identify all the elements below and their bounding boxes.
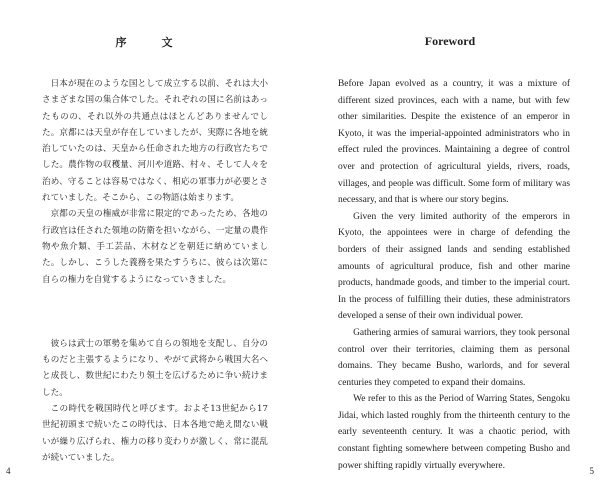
paragraph: Gathering armies of samurai warriors, they took personal control over their territories, claiming them as personal domains. They became Busho, warlords, and for several centuries they competed to expand their domains. [338, 327, 570, 388]
japanese-body [42, 76, 268, 466]
english-body [338, 76, 570, 474]
right-page [300, 0, 600, 499]
paragraph: 日本が現在のような国として成立する以前、それは大小さまざまな国の集合体でした。それぞれの国に名前はあったものの、それ以外の共通点はほとんどありませんでした。京都には天皇が存在していましたが、実際に各地を統治していたのは、天皇から任命された地方の行政官たちでした。農作物の収穫量、河川や道路、村々、そして人々を治め、守ることは容易ではなく、相応の軍事力が必要とされていました。そこから、この物語は始まります。 [42, 79, 268, 204]
page-title-english: Foreword [424, 34, 476, 48]
paragraph: Given the very limited authority of the emperors in Kyoto, the appointees were in charge of defending the borders of their assigned lands and sending established amounts of agricultural produce, fish and other marine products, handmade goods, and timber to the imperial court. In the process of fulfilling their duties, these administrators developed a sense of their own individual power. [338, 211, 570, 322]
page-number-right: 5 [589, 466, 594, 476]
page-number-left: 4 [6, 466, 11, 476]
paragraph: 京都の天皇の権威が非常に限定的であったため、各地の行政官は任された領地の防衛を担いながら、一定量の農作物や魚介類、手工芸品、木材などを朝廷に納めていました。しかし、こうした義務を果たすうちに、彼らは次第に自らの権力を自覚するようになっていきました。 [42, 209, 268, 285]
page-title-japanese: 序 文 [115, 36, 185, 49]
paragraph-spacer [42, 288, 268, 336]
paragraph: Before Japan evolved as a country, it was a mixture of different sized provinces, each with a name, but with few other similarities. Despite the existence of an emperor in Kyoto, it was the imperial-appointed administrators who in effect ruled the provinces. Maintaining a degree of control over and protection of agricultural yields, rivers, roads, villages, and people was difficult. Some form of military was necessary, and that is where our story begins. [338, 79, 570, 206]
paragraph: We refer to this as the Period of Warring States, Sengoku Jidai, which lasted roughly from the thirteenth century to the early seventeenth century. It was a chaotic period, with constant fighting somewhere between competing Busho and power shifting rapidly virtually everywhere. [338, 394, 570, 471]
paragraph: 彼らは武士の軍勢を集めて自らの領地を支配し、自分のものだと主張するようになり、やがて武将から戦国大名へと成長し、数世紀にわたり領土を広げるために争い続けました。 [42, 338, 268, 398]
paragraph: この時代を戦国時代と呼びます。およそ13世紀から17世紀初頭まで続いたこの時代は、日本各地で絶え間ない戦いが繰り広げられ、権力の移り変わりが激しく、常に混乱が続いていました。 [42, 404, 268, 463]
